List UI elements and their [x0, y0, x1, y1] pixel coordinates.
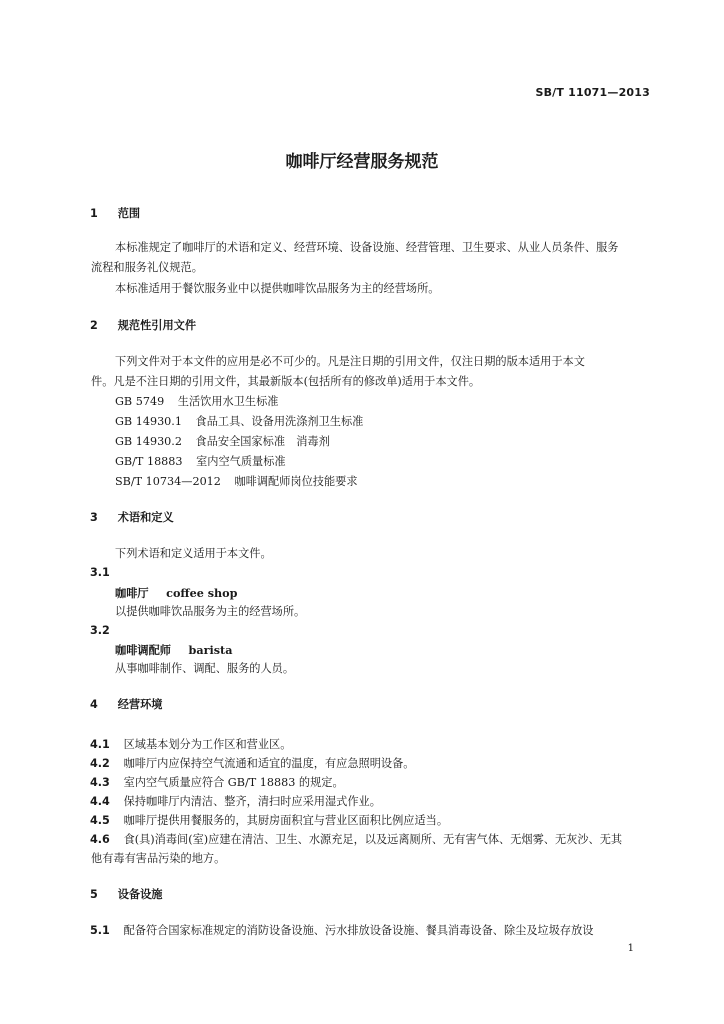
clause-number: 4.4 [90, 795, 110, 808]
clause-text: 区域基本划分为工作区和营业区。 [123, 738, 292, 751]
term-zh: 咖啡调配师 [115, 644, 171, 657]
reference-code: SB/T 10734—2012 [115, 475, 221, 488]
reference-item [115, 475, 358, 489]
clause-text: 保持咖啡厅内清洁、整齐，清扫时应采用湿式作业。 [123, 795, 381, 808]
clause-number: 4.3 [90, 776, 110, 789]
references-paragraph-line: 下列文件对于本文件的应用是必不可少的。凡是注日期的引用文件，仅注日期的版本适用于本文 [115, 355, 585, 368]
clause-text: 室内空气质量应符合 GB/T 18883 的规定。 [123, 776, 344, 789]
reference-code: GB 5749 [115, 395, 165, 408]
reference-code: GB/T 18883 [115, 455, 183, 468]
clause-number: 4.1 [90, 738, 110, 751]
section-2-heading [90, 319, 196, 333]
section-title: 范围 [117, 207, 141, 220]
clause-number: 4.2 [90, 757, 110, 770]
clause-continuation: 他有毒有害品污染的地方。 [91, 852, 226, 865]
section-title: 术语和定义 [117, 511, 174, 524]
term-heading [115, 586, 237, 601]
clause-item [90, 833, 622, 847]
term-definition: 从事咖啡制作、调配、服务的人员。 [115, 662, 295, 675]
term-number: 3.1 [90, 566, 110, 579]
reference-item [115, 455, 286, 469]
section-number: 1 [90, 207, 98, 220]
reference-item [115, 415, 363, 429]
term-definition: 以提供咖啡饮品服务为主的经营场所。 [115, 605, 306, 618]
clause-text: 咖啡厅内应保持空气流通和适宜的温度，有应急照明设备。 [123, 757, 415, 770]
clause-item [90, 757, 414, 771]
clause-number: 4.5 [90, 814, 110, 827]
term-number: 3.2 [90, 624, 110, 637]
section-number: 4 [90, 698, 98, 711]
standard-code: SB/T 11071—2013 [535, 86, 650, 99]
section-1-heading [90, 207, 140, 221]
section-title: 设备设施 [117, 888, 163, 901]
section-title: 经营环境 [117, 698, 163, 711]
section-5-heading [90, 888, 162, 902]
clause-number: 5.1 [90, 924, 110, 937]
clause-item [90, 776, 344, 790]
term-zh: 咖啡厅 [115, 587, 149, 600]
reference-item [115, 395, 278, 409]
reference-name: 室内空气质量标准 [196, 455, 286, 468]
scope-paragraph-line: 本标准规定了咖啡厅的术语和定义、经营环境、设备设施、经营管理、卫生要求、从业人员条件、服务 [115, 241, 619, 254]
section-number: 3 [90, 511, 98, 524]
reference-code: GB 14930.2 [115, 435, 182, 448]
section-number: 2 [90, 319, 98, 332]
section-number: 5 [90, 888, 98, 901]
clause-text: 咖啡厅提供用餐服务的，其厨房面积宜与营业区面积比例应适当。 [123, 814, 449, 827]
clause-item [90, 795, 381, 809]
section-4-heading [90, 698, 162, 712]
clause-number: 4.6 [90, 833, 110, 846]
clause-text: 配备符合国家标准规定的消防设备设施、污水排放设备设施、餐具消毒设备、除尘及垃圾存放设 [123, 924, 594, 937]
term-en: coffee shop [166, 586, 238, 600]
reference-name: 生活饮用水卫生标准 [177, 395, 279, 408]
references-paragraph-line: 件。凡是不注日期的引用文件，其最新版本(包括所有的修改单)适用于本文件。 [91, 375, 481, 388]
terms-intro: 下列术语和定义适用于本文件。 [115, 547, 272, 560]
reference-code: GB 14930.1 [115, 415, 182, 428]
reference-name: 食品工具、设备用洗涤剂卫生标准 [195, 415, 364, 428]
clause-text: 食(具)消毒间(室)应建在清洁、卫生、水源充足，以及远离厕所、无有害气体、无烟雾、无灰沙、无其 [123, 833, 623, 846]
scope-paragraph-line: 流程和服务礼仪规范。 [91, 261, 203, 274]
reference-name: 咖啡调配师岗位技能要求 [234, 475, 358, 488]
clause-item [90, 738, 291, 752]
section-title: 规范性引用文件 [117, 319, 197, 332]
reference-name: 食品安全国家标准 消毒剂 [195, 435, 330, 448]
page-title: 咖啡厅经营服务规范 [285, 152, 439, 172]
section-3-heading [90, 511, 174, 525]
scope-paragraph-line: 本标准适用于餐饮服务业中以提供咖啡饮品服务为主的经营场所。 [115, 282, 440, 295]
page-number: 1 [627, 943, 634, 954]
term-heading [115, 643, 232, 658]
clause-item [90, 814, 448, 828]
clause-item [90, 924, 593, 938]
reference-item [115, 435, 330, 449]
term-en: barista [188, 643, 233, 657]
